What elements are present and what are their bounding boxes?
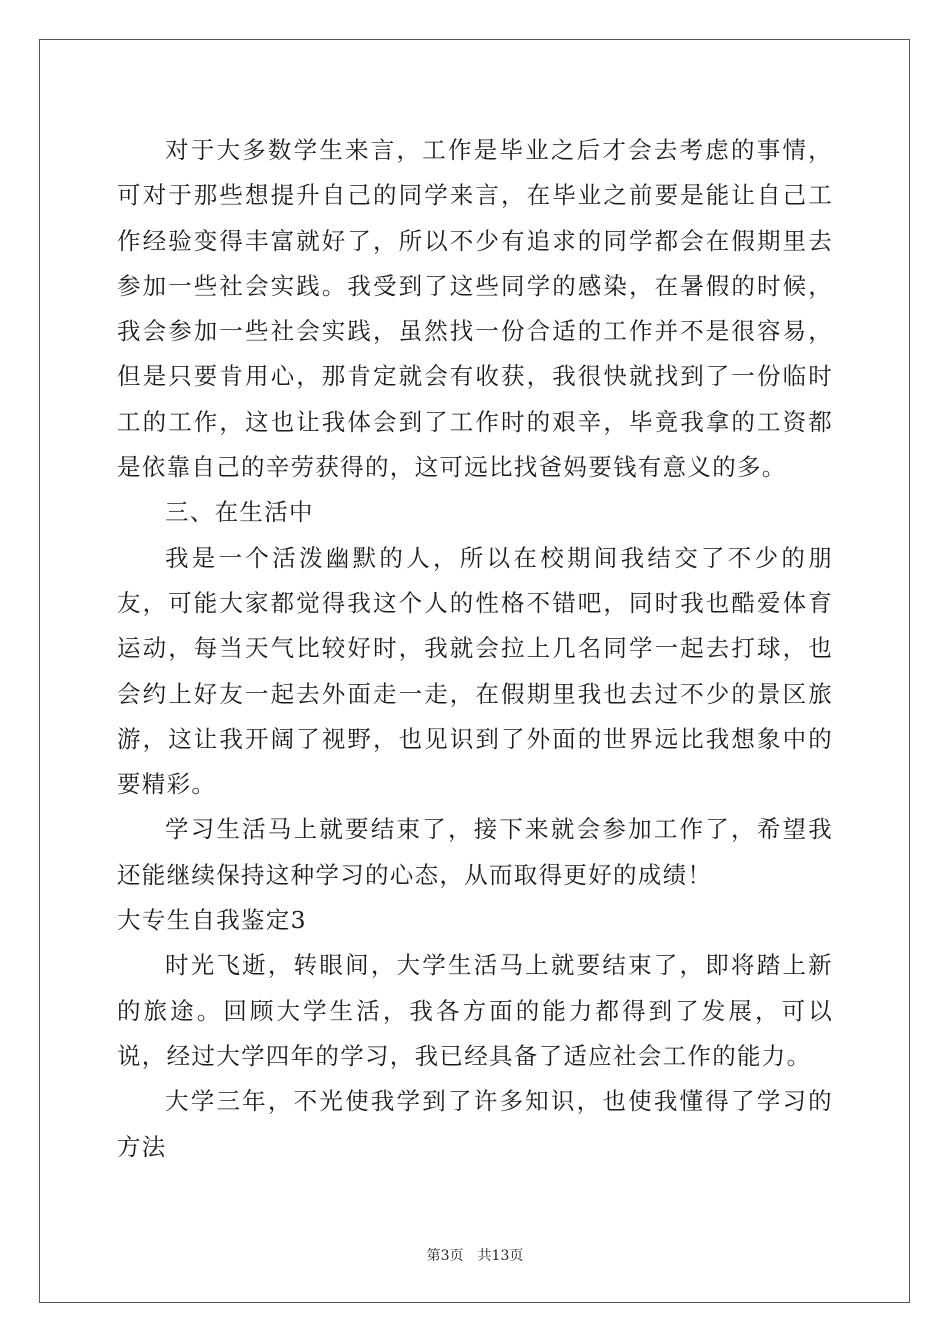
paragraph-conclusion: 学习生活马上就要结束了，接下来就会参加工作了，希望我还能继续保持这种学习的心态，从而取得更好的成绩！: [117, 815, 833, 889]
page-footer: [0, 1246, 950, 1266]
page-total: 共13页: [477, 1248, 524, 1264]
document-body: [117, 128, 833, 1170]
paragraph-social-practice: 对于大多数学生来言，工作是毕业之后才会去考虑的事情，可对于那些想提升自己的同学来言，在毕业之前要是能让自己工作经验变得丰富就好了，所以不少有追求的同学都会在假期里去参加一些社会实践。我受到了这些同学的感染，在暑假的时候，我会参加一些社会实践，虽然找一份合适的工作并不是很容易，但是只要肯用心，那肯定就会有收获，我很快就找到了一份临时工的工作，这也让我体会到了工作时的艰辛，毕竟我拿的工资都是依靠自己的辛劳获得的，这可远比找爸妈要钱有意义的多。: [117, 136, 833, 482]
paragraph-life: 我是一个活泼幽默的人，所以在校期间我结交了不少的朋友，可能大家都觉得我这个人的性格不错吧，同时我也酷爱体育运动，每当天气比较好时，我就会拉上几名同学一起去打球，也会约上好友一起去外面走一走，在假期里我也去过不少的景区旅游，这让我开阔了视野，也见识到了外面的世界远比我想象中的要精彩。: [117, 543, 833, 799]
paragraph-three-years: 大学三年，不光使我学到了许多知识，也使我懂得了学习的方法: [117, 1087, 833, 1161]
section-title-self-assessment-3: 大专生自我鉴定3: [117, 906, 307, 935]
page-number: 第3页: [426, 1248, 464, 1264]
section-heading-life: 三、在生活中: [165, 498, 314, 527]
paragraph-time-flies: 时光飞逝，转眼间，大学生活马上就要结束了，即将踏上新的旅途。回顾大学生活，我各方面的能力都得到了发展，可以说，经过大学四年的学习，我已经具备了适应社会工作的能力。: [117, 951, 833, 1070]
